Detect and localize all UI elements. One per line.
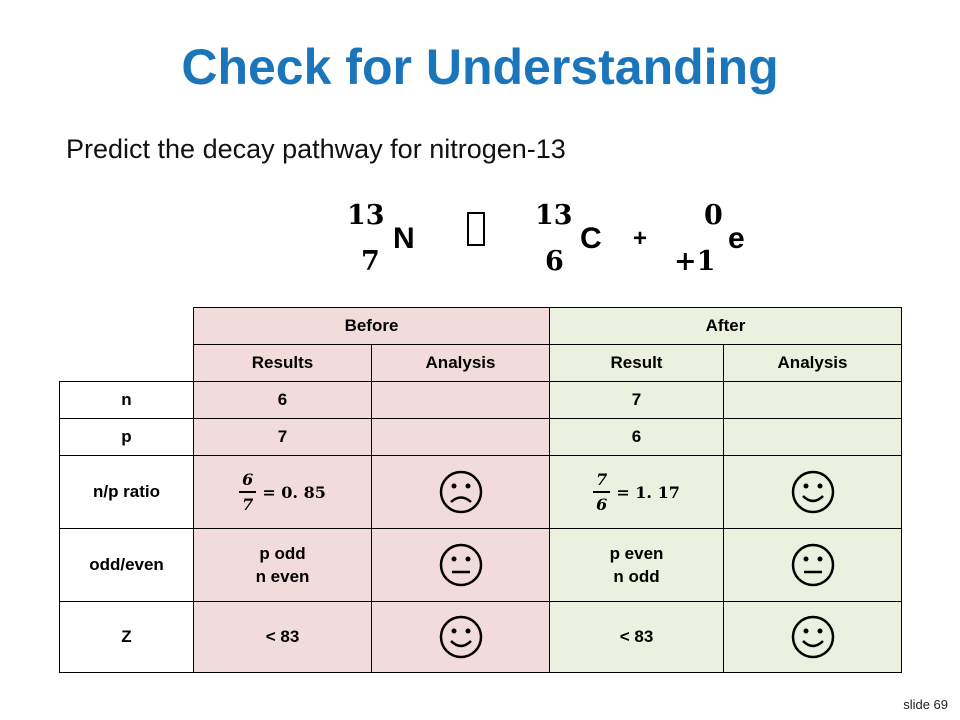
table-row-odd-even [60,529,902,602]
after-result-header: Result [550,345,724,382]
fraction-result: = 0. 85 [262,482,326,502]
after-result-cell: < 83 [550,602,724,673]
before-result-cell: 7 [194,419,372,456]
before-analysis-cell [372,456,550,529]
row-label: Z [60,602,194,673]
slide-number: slide 69 [903,697,948,712]
reactant-mass-number: 13 [347,200,385,231]
row-label: p [60,419,194,456]
after-analysis-cell [724,529,902,602]
after-header: After [550,308,902,345]
corner-cell [60,345,194,382]
product2-atomic-number: +1 [674,246,716,277]
before-results-header: Results [194,345,372,382]
product1-atomic-number: 6 [545,246,564,277]
table-row-protons [60,419,902,456]
parity-line-2: n even [255,567,310,586]
before-result-cell: 6 [194,382,372,419]
reactant-symbol: N [393,222,415,255]
fraction-denominator: 7 [242,495,254,514]
corner-cell [60,308,194,345]
after-analysis-cell [724,382,902,419]
after-analysis-cell [724,419,902,456]
row-label: n/p ratio [60,456,194,529]
product1-mass-number: 13 [535,200,573,231]
before-analysis-header: Analysis [372,345,550,382]
table-row-np-ratio [60,456,902,529]
after-analysis-header: Analysis [724,345,902,382]
decay-analysis-table [59,307,902,673]
before-analysis-cell [372,419,550,456]
smile-face-icon [438,614,484,660]
fraction-denominator: 6 [596,495,608,514]
subheader-row [60,345,902,382]
plus-sign: + [633,225,648,252]
slide-title: Check for Understanding [181,39,779,95]
frown-face-icon [438,469,484,515]
before-result-cell [194,529,372,602]
before-analysis-cell [372,529,550,602]
after-result-cell [550,456,724,529]
after-result-cell: 6 [550,419,724,456]
before-header: Before [194,308,550,345]
parity-line-1: p odd [259,544,306,563]
fraction-result: = 1. 17 [616,482,680,502]
table-row-z [60,602,902,673]
product2-symbol: e [728,222,745,255]
neutral-face-icon [790,542,836,588]
ratio-fraction [593,468,680,516]
fraction-numerator: 7 [593,468,610,493]
parity-line-2: n odd [613,567,660,586]
row-label: n [60,382,194,419]
table-row-neutrons [60,382,902,419]
after-result-cell: 7 [550,382,724,419]
fraction-numerator: 6 [239,468,256,493]
reactant-atomic-number: 7 [361,246,380,277]
before-analysis-cell [372,602,550,673]
after-analysis-cell [724,602,902,673]
product1-symbol: C [580,222,602,255]
before-result-cell: < 83 [194,602,372,673]
arrow-placeholder-glyph [467,212,485,246]
after-result-cell [550,529,724,602]
before-result-cell [194,456,372,529]
smile-face-icon [790,614,836,660]
group-header-row [60,308,902,345]
question-prompt: Predict the decay pathway for nitrogen-13 [66,134,566,164]
parity-line-1: p even [609,544,664,563]
product2-mass-number: 0 [704,200,723,231]
nuclear-equation [0,0,960,300]
ratio-fraction [239,468,326,516]
after-analysis-cell [724,456,902,529]
before-analysis-cell [372,382,550,419]
row-label: odd/even [60,529,194,602]
neutral-face-icon [438,542,484,588]
smile-face-icon [790,469,836,515]
